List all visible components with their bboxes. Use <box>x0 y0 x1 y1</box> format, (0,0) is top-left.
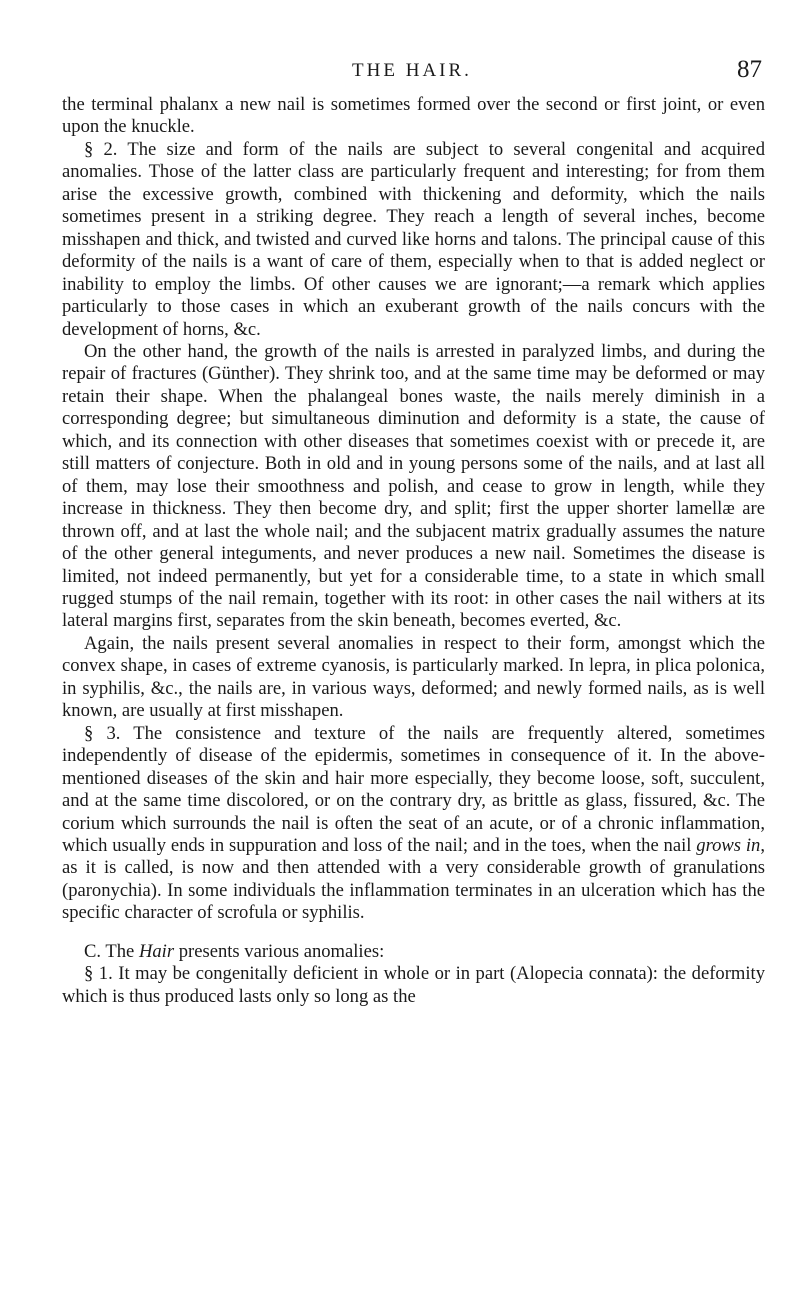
paragraph-growth-arrested: On the other hand, the growth of the nails is arrested in paralyzed limbs, and during the repair of fractures (Günther). They shrink too, and at the same time may be deformed or may retain their shape. When the phalangeal bones waste, the nails merely diminish in a corresponding degree; but simultaneous diminution and deformity is a state, the cause of which, and its connection with other diseases that sometimes coexist with or precede it, are still matters of conjecture. Both in old and in young persons some of the nails, and at last all of them, may lose their smoothness and polish, and cease to grow in length, while they increase in thickness. They then become dry, and split; first the upper shorter lamellæ are thrown off, and at last the whole nail; and the subjacent matrix gradually assumes the nature of the other general integuments, and never produces a new nail. Sometimes the disease is limited, not indeed permanently, but yet for a considerable time, to a state in which small rugged stumps of the nail remain, together with its root: in other cases the nail withers at its lateral margins first, separates from the skin beneath, becomes everted, &c. <box>62 340 765 632</box>
section-c-lead: C. The <box>84 940 135 962</box>
paragraph-continuation: the terminal phalanx a new nail is sometimes formed over the second or first joint, or even upon the knuckle. <box>62 94 765 138</box>
running-title: THE HAIR. <box>352 60 472 81</box>
section-c-italic-hair: Hair <box>138 940 175 962</box>
paragraph-form-anomalies: Again, the nails present several anomalies in respect to their form, amongst which the convex shape, in cases of extreme cyanosis, is particularly marked. In lepra, in plica polonica, in syphilis, &c., the nails are, in various ways, deformed; and newly formed nails, as is well known, are usually at first misshapen. <box>62 632 765 722</box>
paragraph-section-3-tail: , as it is called, is now and then attended with a very considerable growth of granulations (paronychia). In some individuals the inflammation terminates in an ulceration which has the specific character of scrofula or syphilis. <box>62 834 765 924</box>
paragraph-section-3 <box>62 723 765 925</box>
page-number: 87 <box>737 56 762 83</box>
italic-grows-in: grows in <box>696 834 761 856</box>
body-text <box>62 94 765 1008</box>
paragraph-section-3-text: § 3. The consistence and texture of the nails are frequently altered, sometimes independently of disease of the epidermis, sometimes in consequence of it. In the above-mentioned diseases of the skin and hair more especially, they become loose, soft, succulent, and at the same time discolored, or on the contrary dry, as brittle as glass, fissured, &c. The corium which surrounds the nail is often the seat of an acute, or of a chronic inflammation, which usually ends in suppuration and loss of the nail; and in the toes, when the nail <box>62 722 765 856</box>
section-c-rest: presents various anomalies: <box>178 940 385 962</box>
paragraph-section-2: § 2. The size and form of the nails are subject to several congenital and acquired anomalies. Those of the latter class are particularly frequent and interesting; for from them arise the excessive growth, combined with thickening and deformity, which the nails sometimes present in a striking degree. They reach a length of several inches, become misshapen and thick, and twisted and curved like horns and talons. The principal cause of this deformity of the nails is a want of care of them, especially when to that is added neglect or inability to employ the limbs. Of other causes we are ignorant;—a remark which applies particularly to those cases in which an exuberant growth of the nails concurs with the development of horns, &c. <box>62 138 765 340</box>
running-head <box>62 56 762 86</box>
paragraph-section-1-alopecia: § 1. It may be congenitally deficient in whole or in part (Alopecia connata): the deformity which is thus produced lasts only so long as the <box>62 963 765 1007</box>
section-c-heading <box>62 941 765 963</box>
